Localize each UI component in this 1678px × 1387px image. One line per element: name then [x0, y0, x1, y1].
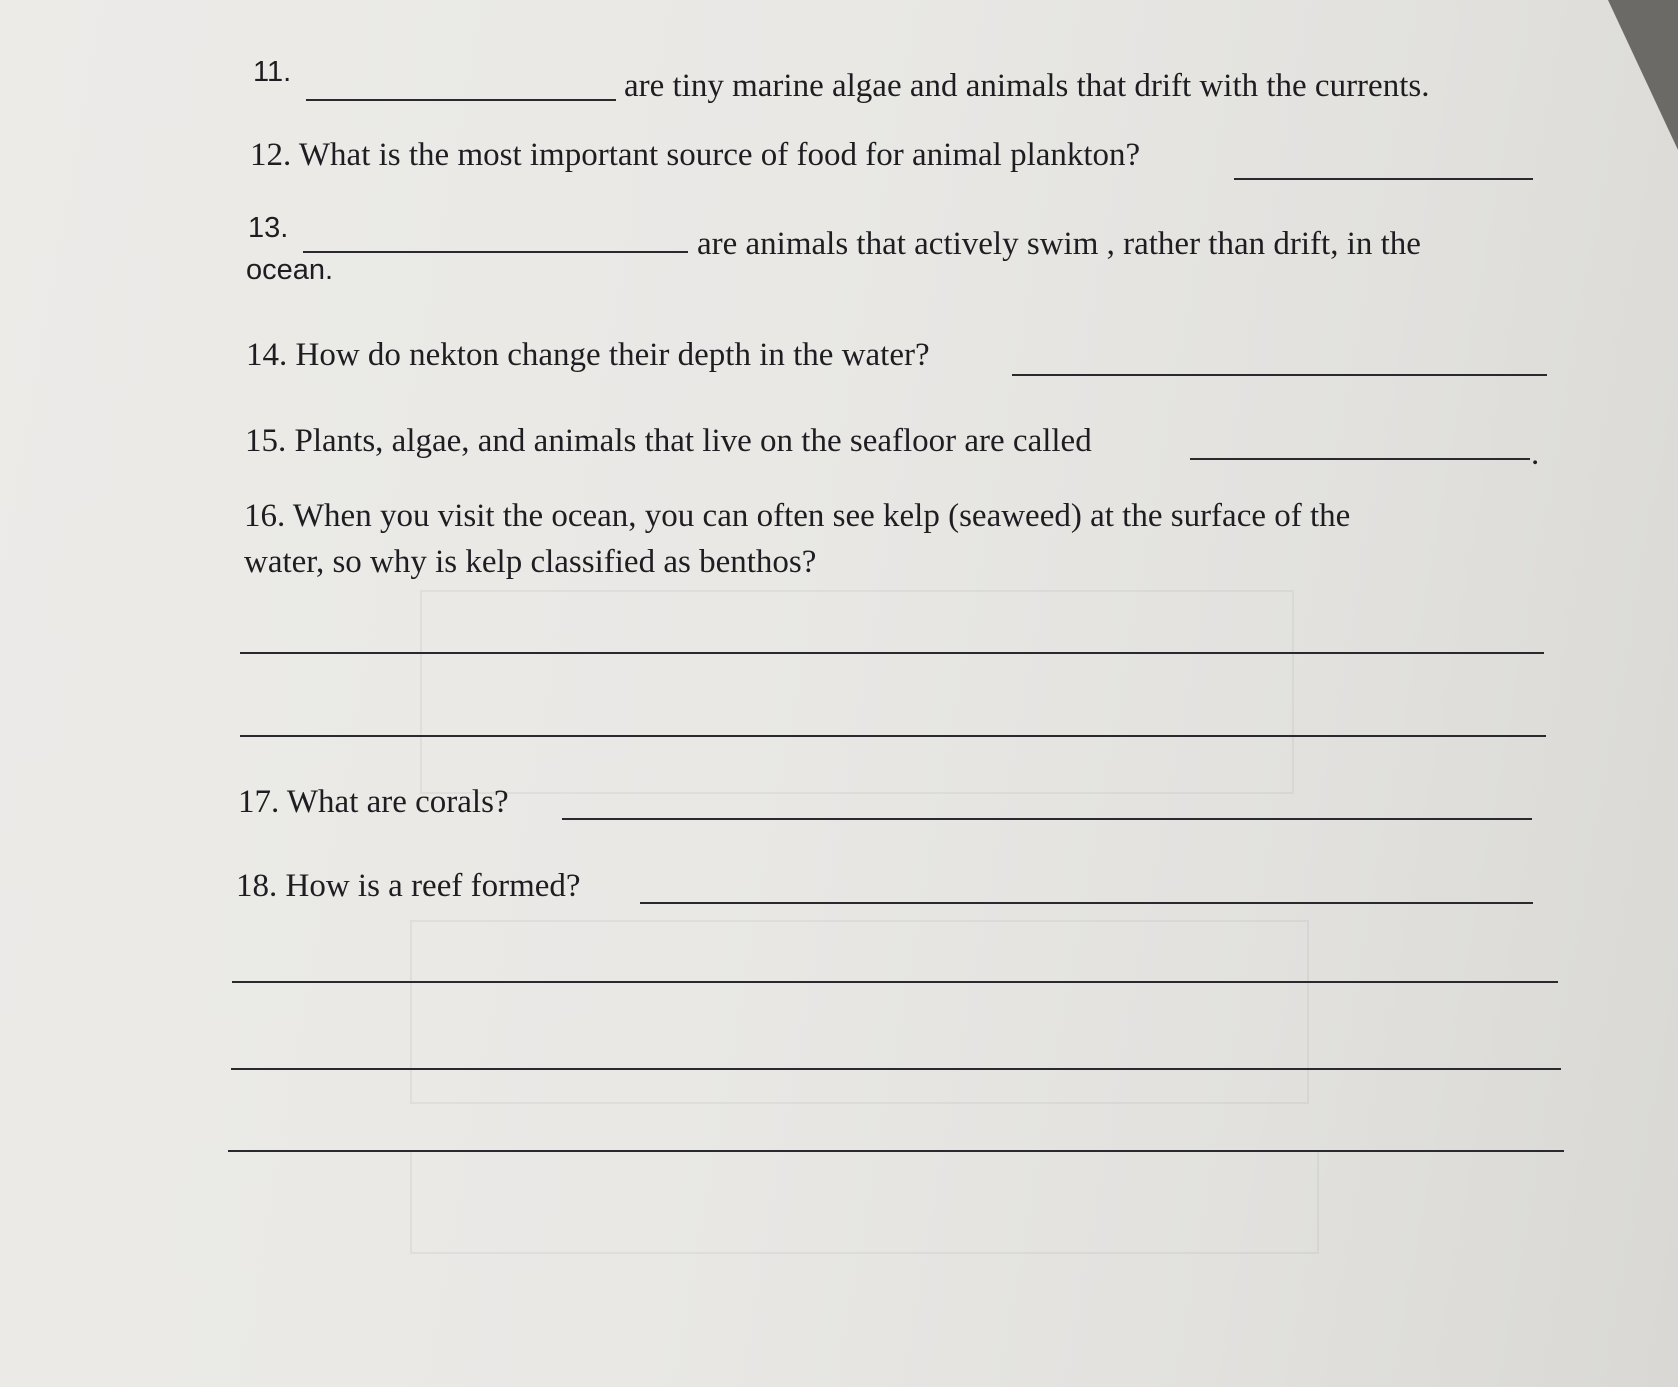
question-16-line-2: water, so why is kelp classified as benthos? — [244, 544, 817, 580]
question-15-end-mark: . — [1531, 436, 1540, 472]
show-through-box — [420, 590, 1294, 794]
page-corner-shadow — [1608, 0, 1678, 150]
question-15-text: 15. Plants, algae, and animals that live on the seafloor are called — [245, 423, 1092, 459]
show-through-box — [410, 920, 1309, 1104]
question-18-answer-line[interactable] — [232, 981, 1558, 983]
question-12-text: 12. What is the most important source of food for animal plankton? — [250, 137, 1141, 173]
question-11-blank[interactable] — [306, 99, 616, 101]
question-17-blank[interactable] — [562, 818, 1532, 820]
question-11-number: 11. — [253, 56, 292, 88]
question-12-blank[interactable] — [1234, 178, 1533, 180]
show-through-box — [410, 1150, 1319, 1254]
question-16-line-1: 16. When you visit the ocean, you can often see kelp (seaweed) at the surface of the — [244, 498, 1351, 534]
question-18-text: 18. How is a reef formed? — [236, 868, 581, 904]
question-13-blank[interactable] — [303, 251, 688, 253]
question-18-answer-line[interactable] — [231, 1068, 1561, 1070]
question-13-continuation: ocean. — [246, 254, 334, 286]
question-18-answer-line[interactable] — [228, 1150, 1564, 1152]
question-16-answer-line[interactable] — [240, 735, 1546, 737]
question-13-text: are animals that actively swim , rather than drift, in the — [697, 226, 1421, 262]
question-18-blank[interactable] — [640, 902, 1533, 904]
question-11-text: are tiny marine algae and animals that drift with the currents. — [624, 68, 1430, 104]
question-14-blank[interactable] — [1012, 374, 1547, 376]
question-17-text: 17. What are corals? — [238, 784, 509, 820]
question-13-number: 13. — [248, 212, 289, 244]
question-16-answer-line[interactable] — [240, 652, 1544, 654]
question-15-blank[interactable] — [1190, 458, 1530, 460]
question-14-text: 14. How do nekton change their depth in the water? — [246, 337, 930, 373]
